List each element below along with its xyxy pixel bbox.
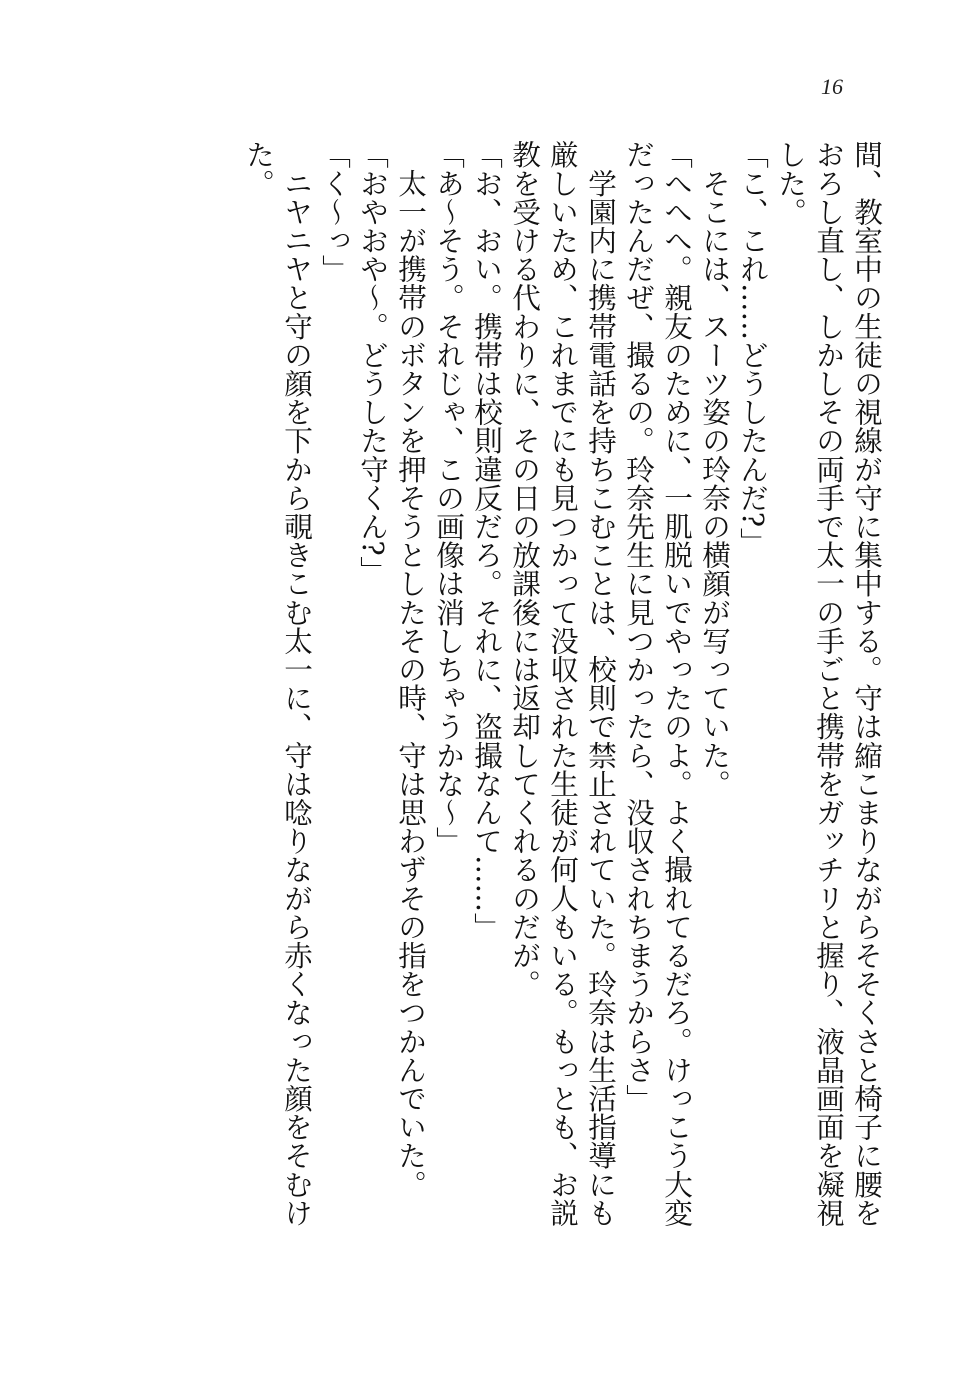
text-line: 「おやおや〜。どうした守くん?」	[356, 140, 390, 585]
text-line: 間、教室中の生徒の視線が守に集中する。守は縮こまりながらそそくさと椅子に腰を	[850, 140, 884, 1227]
text-line: 「こ、これ……どうしたんだ?」	[736, 140, 770, 556]
text-line: だったんだぜ、撮るの。玲奈先生に見つかったら、没収されちまうからさ」	[622, 140, 656, 1113]
text-line: 学園内に携帯電話を持ちこむことは、校則で禁止されていた。玲奈は生活指導にも	[584, 140, 618, 1227]
text-line: 太一が携帯のボタンを押そうとしたその時、守は思わずその指をつかんでいた。	[394, 140, 428, 1199]
text-line: 「お、おい。携帯は校則違反だろ。それに、盗撮なんて……」	[470, 140, 504, 941]
text-line: 厳しいため、これまでにも見つかって没収された生徒が何人もいる。もっとも、お説	[546, 140, 580, 1227]
body-text	[126, 140, 886, 1300]
text-line: 教を受ける代わりに、その日の放課後には返却してくれるのだが。	[508, 140, 542, 998]
text-line: た。	[242, 140, 276, 198]
text-line: 「あ〜そう。それじゃ、この画像は消しちゃうかな〜」	[432, 140, 466, 855]
text-line: 「へへへ。親友のために、一肌脱いでやったのよ。よく撮れてるだろ。けっこう大変	[660, 140, 694, 1227]
page-number: 16	[821, 74, 843, 99]
text-line: 「く〜っ」	[318, 140, 352, 283]
text-line: した。	[774, 140, 808, 226]
text-line: おろし直し、しかしその両手で太一の手ごと携帯をガッチリと握り、液晶画面を凝視	[812, 140, 846, 1227]
text-line: そこには、スーツ姿の玲奈の横顔が写っていた。	[698, 140, 732, 798]
text-line: ニヤニヤと守の顔を下から覗きこむ太一に、守は唸りながら赤くなった顔をそむけ	[280, 140, 314, 1227]
